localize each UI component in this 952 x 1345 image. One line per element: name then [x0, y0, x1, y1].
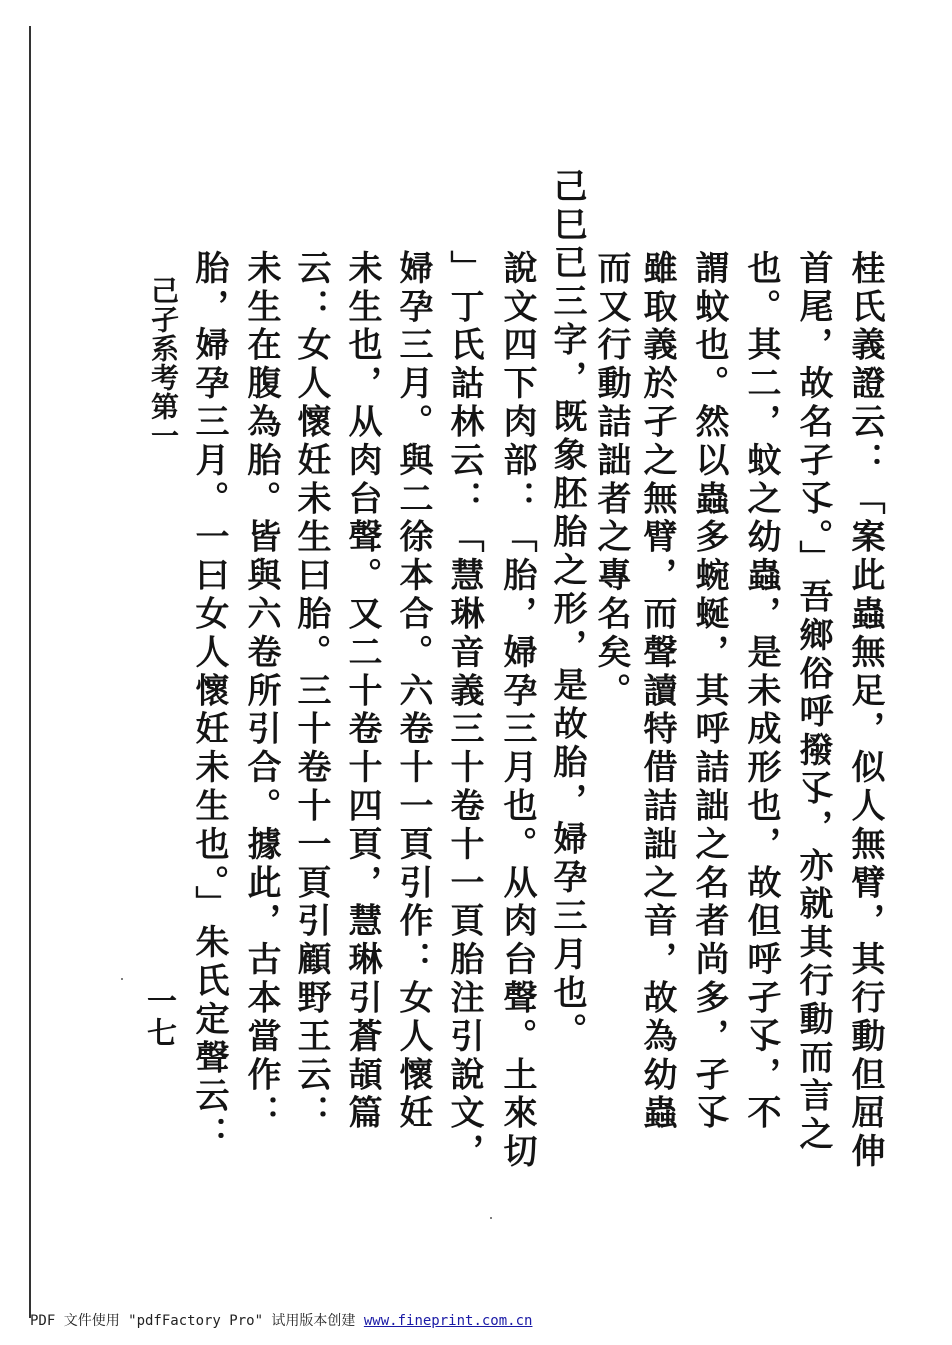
text-column-12: 云：女人懷妊未生曰胎。三十卷十一頁引顧野王云：: [291, 250, 331, 1134]
scan-speck: [490, 1217, 492, 1219]
text-column-5: 雖取義於孑之無臂，而聲讀特借詰詘之音，故為幼蟲: [637, 250, 677, 1134]
text-column-4: 謂蚊也。然以蟲多蜿蜒，其呼詰詘之名者尚多，孑孓: [689, 250, 729, 1134]
text-column-10: 婦孕三月。與二徐本合。六卷十一頁引作：女人懷妊: [393, 250, 433, 1134]
text-column-3: 也。其二，蚊之幼蟲，是未成形也，故但呼孑孓，不: [741, 250, 781, 1134]
text-column-9: 」丁氏詁林云：「慧琳音義三十卷十一頁胎注引說文，: [444, 250, 484, 1172]
text-column-13: 未生在腹為胎。皆與六卷所引合。據此，古本當作：: [241, 250, 281, 1134]
page-number: 一七: [141, 985, 176, 1049]
footer-link[interactable]: www.fineprint.com.cn: [363, 1313, 533, 1329]
chapter-title: 己孑系考第一: [147, 276, 180, 450]
text-column-7: 己巳已三字，既象胚胎之形，是故胎，婦孕三月也。: [547, 168, 587, 1052]
text-column-8: 說文四下肉部：「胎，婦孕三月也。从肉台聲。土來切: [497, 250, 537, 1172]
text-column-6: 而又行動詰詘者之專名矣。: [591, 250, 631, 711]
text-column-2: 首尾，故名孑孓。」吾鄉俗呼撥孓，亦就其行動而言之: [793, 250, 833, 1155]
text-column-1: 桂氏義證云：「案此蟲無足，似人無臂，其行動但屈伸: [845, 250, 885, 1172]
scan-speck: [121, 978, 123, 980]
text-column-11: 未生也，从肉台聲。又二十卷十四頁，慧琳引蒼頡篇: [342, 250, 382, 1134]
pdf-footer: [30, 1310, 532, 1330]
page-edge-line: [29, 26, 31, 1318]
text-column-14: 胎，婦孕三月。一曰女人懷妊未生也。」朱氏定聲云：: [189, 250, 229, 1155]
footer-text: PDF 文件使用 "pdfFactory Pro" 试用版本创建: [30, 1313, 364, 1329]
